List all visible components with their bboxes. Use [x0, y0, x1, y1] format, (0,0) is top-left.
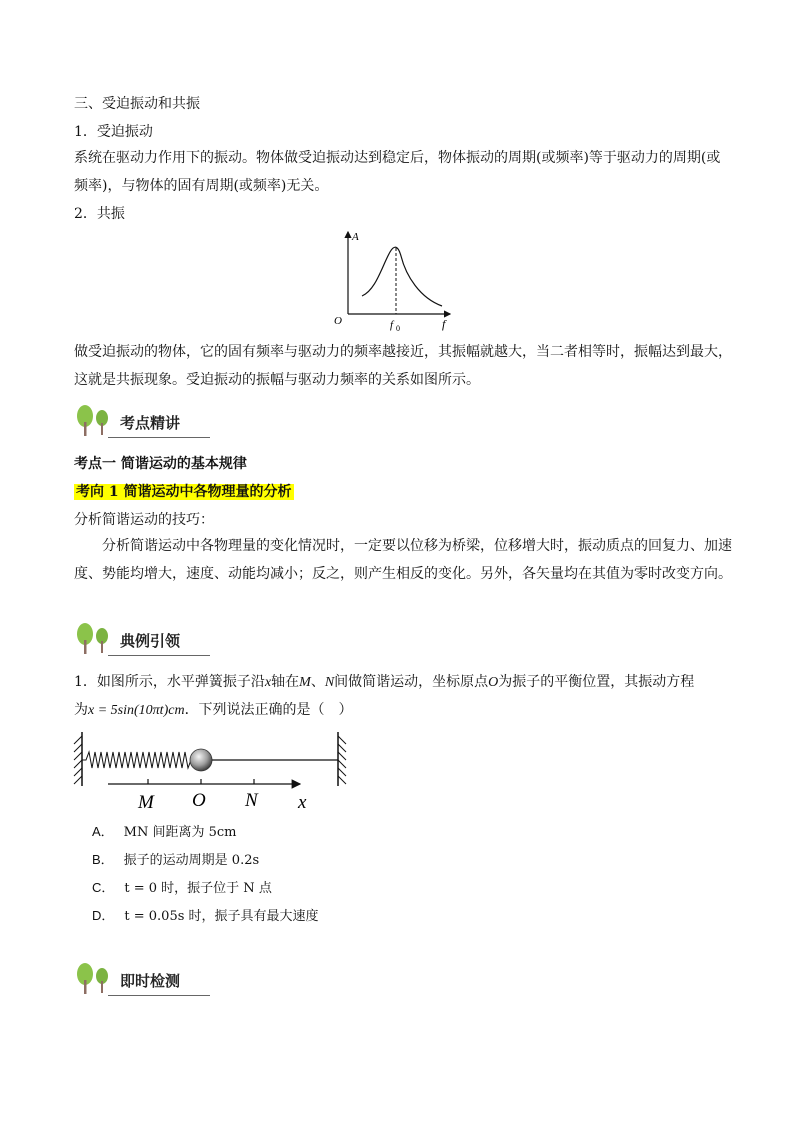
item2-title: 2．共振	[74, 206, 125, 222]
question-var-n: N	[324, 675, 335, 690]
banner-dianli-title: 典例引领	[120, 632, 181, 650]
question-text: ．下列说法正确的是（ ）	[184, 702, 353, 718]
option-key: D．	[92, 908, 115, 923]
tree-icon	[74, 962, 114, 996]
option-text: t = 0 时，振子位于 N 点	[124, 881, 272, 896]
question-text: 、	[310, 674, 325, 690]
option-d[interactable]	[92, 906, 319, 927]
resonance-graph	[330, 226, 460, 334]
question-text: 如图所示，水平弹簧振子沿	[96, 674, 265, 690]
kaodian1-direction-wrap	[74, 482, 294, 502]
label-o: O	[192, 790, 206, 811]
x-axis-label: f	[442, 317, 446, 331]
option-key: A．	[92, 824, 114, 839]
banner-rule	[108, 437, 210, 438]
tree-icon	[74, 622, 114, 656]
question-number: 1．	[74, 674, 97, 690]
banner-kaodian	[74, 404, 210, 440]
item1-title: 1．受迫振动	[74, 124, 153, 140]
label-x: x	[298, 792, 307, 813]
question-equation: x = 5sin(10πt)cm	[88, 703, 185, 718]
spring-oscillator-figure	[70, 730, 360, 814]
option-key: B．	[92, 852, 114, 867]
banner-kaodian-title: 考点精讲	[120, 414, 181, 432]
question-text: 为振子的平衡位置，其振动方程	[498, 674, 695, 690]
item2-text: 做受迫振动的物体，它的固有频率与驱动力的频率越接近，其振幅就越大，当二者相等时，振幅达到最大，这就是共振现象。受迫振动的振幅与驱动力频率的关系如图所示。	[74, 344, 732, 388]
label-m: M	[138, 792, 154, 813]
question-line1	[74, 672, 694, 693]
banner-jishi-title: 即时检测	[120, 972, 181, 990]
right-wall-hatch	[338, 736, 346, 784]
left-wall-hatch	[74, 736, 82, 784]
option-c[interactable]	[92, 878, 272, 899]
option-text: 振子的运动周期是 0.2s	[123, 853, 260, 868]
section-heading: 三、受迫振动和共振	[74, 96, 200, 112]
banner-jishi	[74, 962, 210, 998]
option-b[interactable]	[92, 850, 259, 871]
kaodian1-direction: 考向 1 简谐运动中各物理量的分析	[76, 484, 292, 500]
peak-label: f	[390, 319, 394, 331]
skill-text: 分析简谐运动中各物理量的变化情况时，一定要以位移为桥梁，位移增大时，振动质点的回复力、加速度、势能均增大，速度、动能均减小；反之，则产生相反的变化。另外，各矢量均在其值为零时改变方向。	[74, 538, 732, 582]
kaodian1-title: 考点一 简谐运动的基本规律	[74, 456, 247, 472]
option-a[interactable]	[92, 822, 237, 843]
origin-label: O	[334, 315, 342, 327]
item1-text: 系统在驱动力作用下的振动。物体做受迫振动达到稳定后，物体振动的周期(或频率)等于驱动力的周期(或频率)，与物体的固有周期(或频率)无关。	[74, 150, 721, 194]
question-var-x: x	[264, 675, 272, 690]
option-text: t = 0.05s 时，振子具有最大速度	[124, 909, 319, 924]
label-n: N	[245, 790, 258, 811]
question-var-m: M	[299, 675, 311, 690]
banner-rule	[108, 995, 210, 996]
question-line2	[74, 700, 353, 721]
tree-icon	[74, 404, 114, 438]
option-key: C．	[92, 880, 115, 895]
question-text: 为	[74, 702, 88, 718]
question-var-o: O	[488, 675, 499, 690]
skill-title: 分析简谐运动的技巧：	[74, 512, 214, 528]
spring	[82, 752, 194, 768]
resonance-curve	[362, 247, 442, 306]
y-axis-label: A	[352, 231, 359, 243]
option-text: MN 间距离为 5cm	[123, 825, 237, 840]
peak-label-subscript: 0	[396, 324, 400, 333]
question-text: 轴在	[271, 674, 300, 690]
banner-dianli	[74, 622, 210, 658]
oscillator-ball	[190, 749, 212, 771]
question-text: 间做简谐运动，坐标原点	[334, 674, 489, 690]
banner-rule	[108, 655, 210, 656]
